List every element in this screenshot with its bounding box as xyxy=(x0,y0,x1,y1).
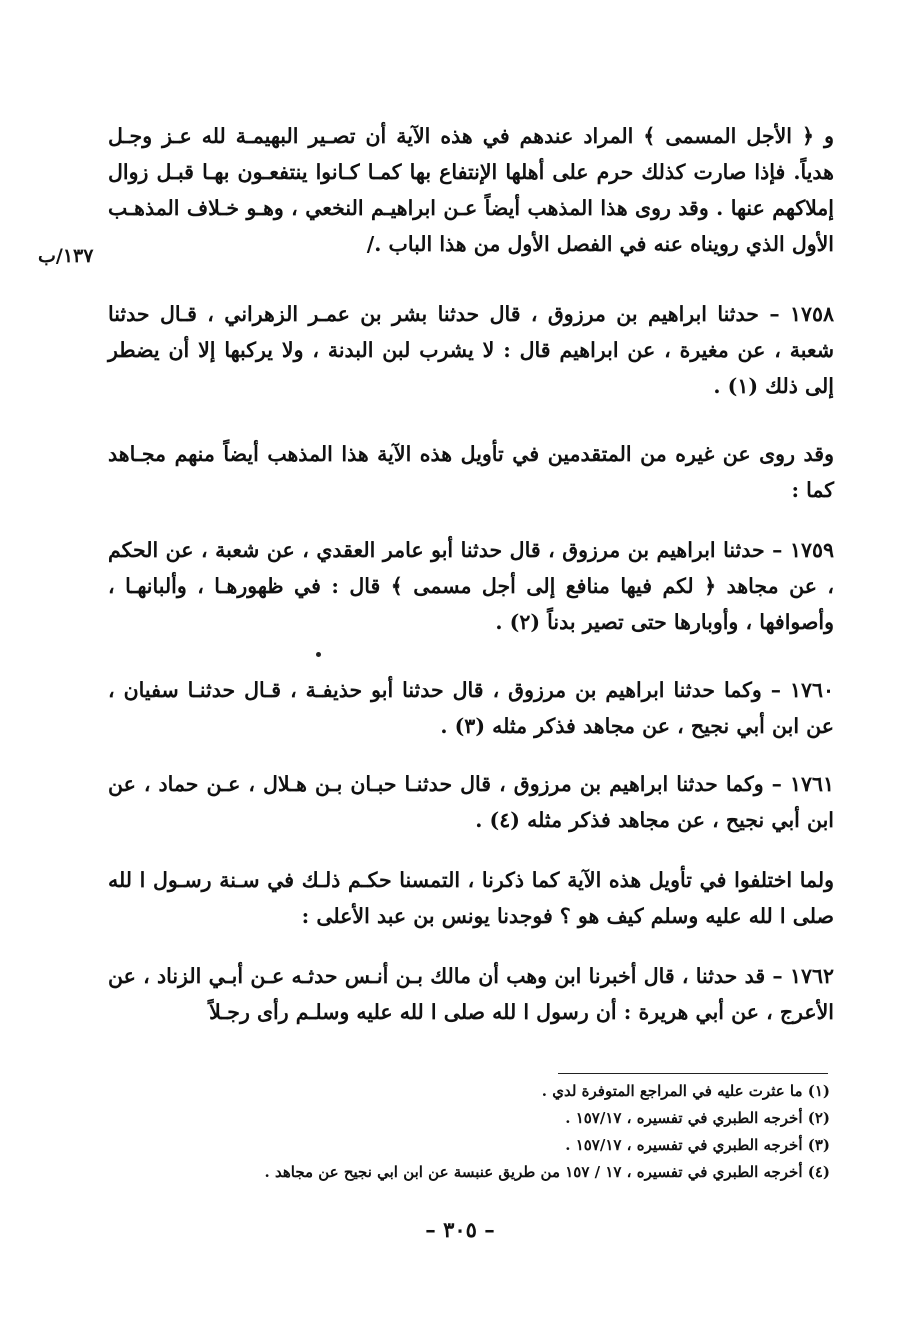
paragraph-7-block xyxy=(108,862,834,934)
paragraph-3-block xyxy=(108,436,834,508)
paragraph-4-block xyxy=(108,532,834,640)
footnote-2: (٢) أخرجه الطبري في تفسيره ، ١٥٧/١٧ . xyxy=(565,1109,830,1127)
footnote-3: (٣) أخرجه الطبري في تفسيره ، ١٥٧/١٧ . xyxy=(565,1136,830,1154)
stray-dot-mark xyxy=(316,652,321,657)
paragraph-1-block xyxy=(108,118,834,262)
hadith-1758: ١٧٥٨ – حدثنا ابراهيم بن مرزوق ، قال حدثنا بشر بن عمـر الزهراني ، قـال حدثنا شعبة ، عن مغيرة ، عن ابراهيم قال : لا يشرب لبن البدنة ، ولا يركبها إلا أن يضطر إلى ذلك (١) . xyxy=(108,302,834,398)
footnote-4: (٤) أخرجه الطبري في تفسيره ، ١٧ / ١٥٧ من طريق عنبسة عن ابن ابي نجيح عن مجاهد . xyxy=(264,1163,830,1181)
paragraph: و ﴿ الأجل المسمى ﴾ المراد عندهم في هذه الآية أن تصـير البهيمـة لله عـز وجـل هدياً. فإذا صارت كذلك حرم على أهلها الإنتفاع بها كمـا كـانوا ينتفعـون بهـا قبـل زوال إملاكهم عنها . وقد روى هذا المذهب أيضاً عـن ابراهيـم النخعي ، وهـو خـلاف المذهـب الأول الذي رويناه عنه في الفصل الأول من هذا الباب ./ xyxy=(108,124,834,256)
margin-folio-marker: ١٣٧/ب xyxy=(38,245,94,267)
paragraph-8-block xyxy=(108,958,834,1030)
footnote-1: (١) ما عثرت عليه في المراجع المتوفرة لدي . xyxy=(541,1082,830,1100)
hadith-1759: ١٧٥٩ – حدثنا ابراهيم بن مرزوق ، قال حدثنا أبو عامر العقدي ، عن شعبة ، عن الحكم ، عن مجاهد ﴿ لكم فيها منافع إلى أجل مسمى ﴾ قال : في ظهورهـا ، وألبانهـا ، وأصوافها ، وأوبارها حتى تصير بدناً (٢) . xyxy=(108,538,834,634)
footnotes xyxy=(150,1078,830,1186)
paragraph-5-block xyxy=(108,672,834,744)
paragraph-2-block xyxy=(108,296,834,404)
hadith-1760: ١٧٦٠ – وكما حدثنا ابراهيم بن مرزوق ، قال حدثنا أبو حذيفـة ، قـال حدثنـا سفيان ، عن ابن أبي نجيح ، عن مجاهد فذكر مثله (٣) . xyxy=(108,678,834,738)
paragraph-6-block xyxy=(108,766,834,838)
hadith-1762: ١٧٦٢ – قد حدثنا ، قال أخبرنا ابن وهب أن مالك بـن أنـس حدثـه عـن أبـي الزناد ، عن الأعرج ، عن أبي هريرة : أن رسول ا لله صلى ا لله عليه وسلـم رأى رجـلاً xyxy=(108,964,834,1024)
hadith-1761: ١٧٦١ – وكما حدثنا ابراهيم بن مرزوق ، قال حدثنـا حبـان بـن هـلال ، عـن حماد ، عن ابن أبي نجيح ، عن مجاهد فذكر مثله (٤) . xyxy=(108,772,834,832)
page-number: – ٣٠٥ – xyxy=(425,1217,495,1242)
paragraph: ولما اختلفوا في تأويل هذه الآية كما ذكرنا ، التمسنا حكـم ذلـك في سـنة رسـول ا لله صلى ا لله عليه وسلم كيف هو ؟ فوجدنا يونس بن عبد الأعلى : xyxy=(108,868,834,928)
paragraph: وقد روى عن غيره من المتقدمين في تأويل هذه الآية هذا المذهب أيضاً منهم مجـاهد كما : xyxy=(108,442,834,502)
footnote-separator xyxy=(558,1073,828,1074)
